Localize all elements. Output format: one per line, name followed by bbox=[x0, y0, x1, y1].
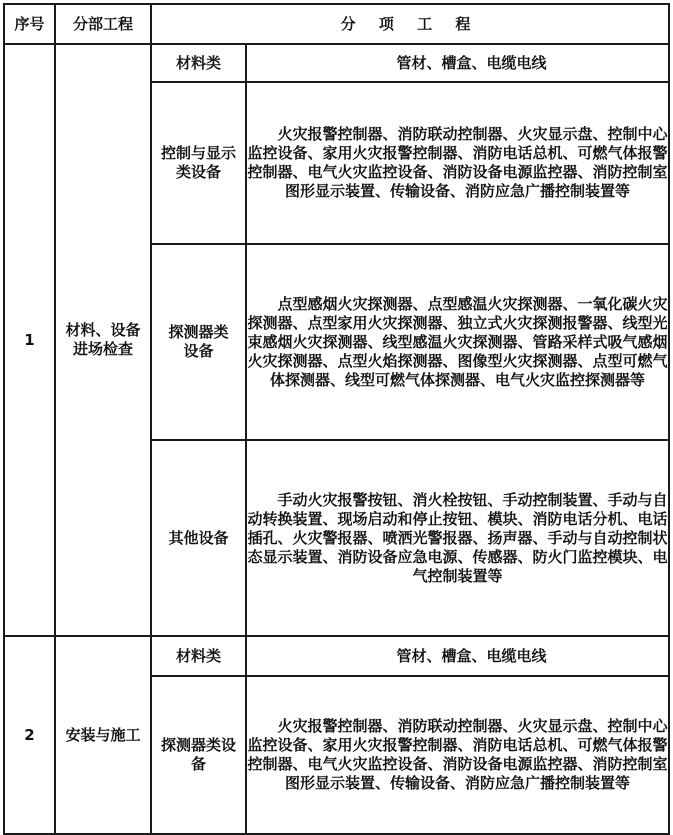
group-division: 材料、设备进场检查 bbox=[55, 44, 151, 636]
group-division: 安装与施工 bbox=[55, 636, 151, 834]
row-items: 管材、槽盒、电缆电线 bbox=[246, 636, 669, 676]
row-items: 管材、槽盒、电缆电线 bbox=[246, 44, 669, 82]
row-category: 其他设备 bbox=[151, 440, 246, 636]
row-items: 火灾报警控制器、消防联动控制器、火灾显示盘、控制中心监控设备、家用火灾报警控制器、消防电话总机、可燃气体报警控制器、电气火灾监控设备、消防设备电源监控器、消防控制室图形显示装置、传输设备、消防应急广播控制装置等 bbox=[246, 676, 669, 834]
row-category: 材料类 bbox=[151, 44, 246, 82]
row-items: 火灾报警控制器、消防联动控制器、火灾显示盘、控制中心监控设备、家用火灾报警控制器、消防电话总机、可燃气体报警控制器、电气火灾监控设备、消防设备电源监控器、消防控制室图形显示装置、传输设备、消防应急广播控制装置等 bbox=[246, 82, 669, 244]
row-category: 材料类 bbox=[151, 636, 246, 676]
header-division: 分部工程 bbox=[55, 4, 151, 44]
row-category: 探测器类设备 bbox=[151, 676, 246, 834]
header-row bbox=[4, 4, 669, 44]
row-items: 点型感烟火灾探测器、点型感温火灾探测器、一氧化碳火灾探测器、点型家用火灾探测器、独立式火灾探测报警器、线型光束感烟火灾探测器、线型感温火灾探测器、管路采样式吸气感烟火灾探测器、点型火焰探测器、图像型火灾探测器、点型可燃气体探测器、线型可燃气体探测器、电气火灾监控探测器等 bbox=[246, 244, 669, 440]
group-no: 1 bbox=[4, 44, 55, 636]
header-no: 序号 bbox=[4, 4, 55, 44]
row-items: 手动火灾报警按钮、消火栓按钮、手动控制装置、手动与自动转换装置、现场启动和停止按钮、模块、消防电话分机、电话插孔、火灾警报器、喷洒光警报器、扬声器、手动与自动控制状态显示装置、消防设备应急电源、传感器、防火门监控模块、电气控制装置等 bbox=[246, 440, 669, 636]
table-row bbox=[4, 636, 669, 676]
table-row bbox=[4, 44, 669, 82]
header-subitem: 分 项 工 程 bbox=[151, 4, 669, 44]
row-category: 探测器类设备 bbox=[151, 244, 246, 440]
row-category: 控制与显示类设备 bbox=[151, 82, 246, 244]
acceptance-table bbox=[3, 3, 670, 835]
group-no: 2 bbox=[4, 636, 55, 834]
